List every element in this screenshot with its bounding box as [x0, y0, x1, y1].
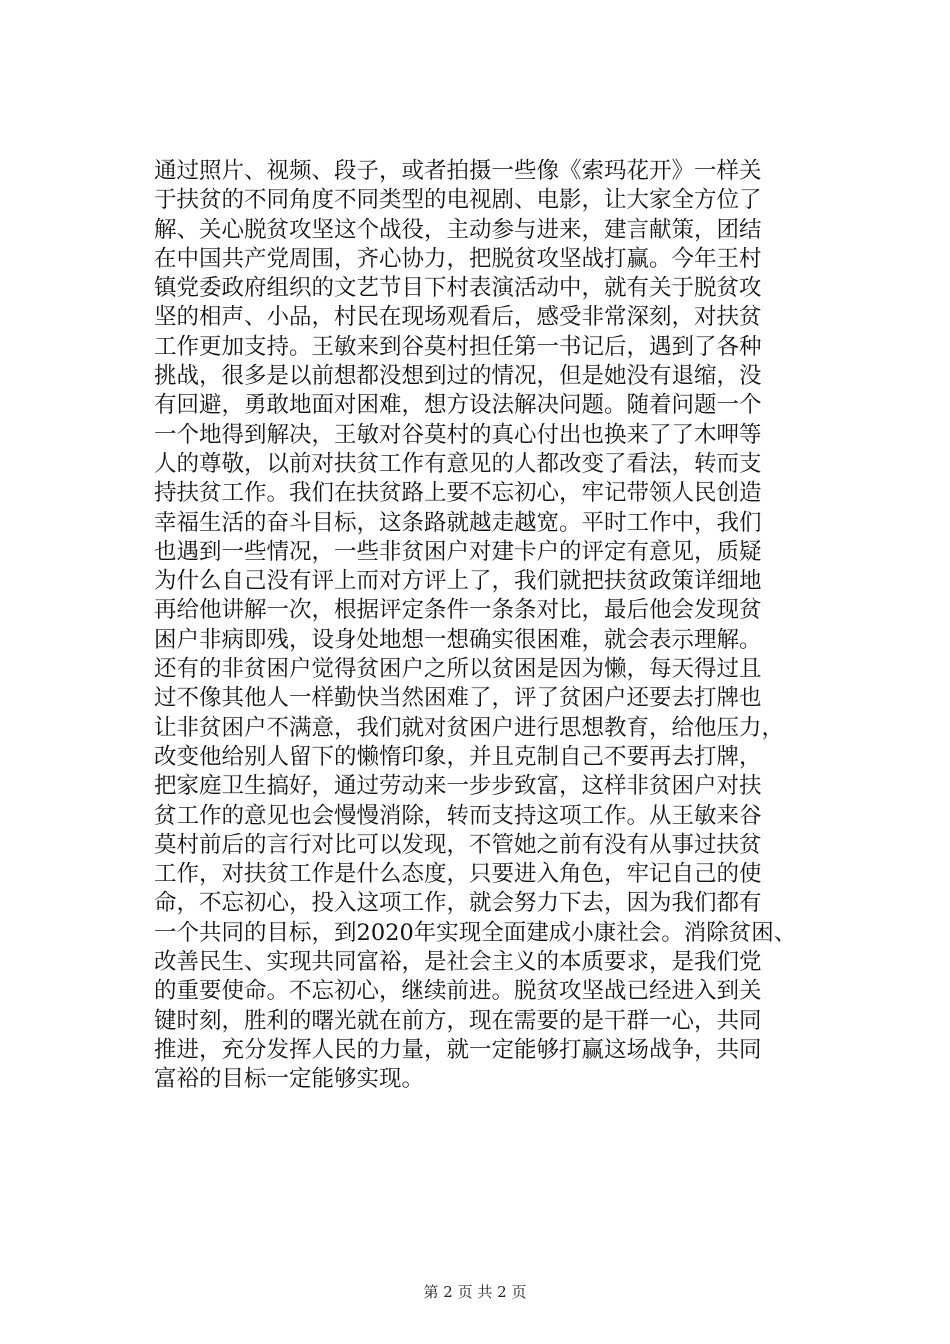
text-line: 在中国共产党周围，齐心协力，把脱贫攻坚战打赢。今年王村 [154, 245, 762, 272]
text-line: 一个共同的目标，到2020年实现全面建成小康社会。消除贫困、 [154, 919, 797, 946]
text-line: 莫村前后的言行对比可以发现，不管她之前有没有从事过扶贫 [154, 831, 762, 858]
body-text [154, 157, 834, 1095]
text-line: 坚的相声、小品，村民在现场观看后，感受非常深刻，对扶贫 [154, 304, 762, 331]
text-line: 把家庭卫生搞好，通过劳动来一步步致富，这样非贫困户对扶 [154, 773, 762, 800]
text-line: 富裕的目标一定能够实现。 [154, 1066, 425, 1093]
text-line: 人的尊敬，以前对扶贫工作有意见的人都改变了看法，转而支 [154, 450, 762, 477]
text-line: 工作，对扶贫工作是什么态度，只要进入角色，牢记自己的使 [154, 861, 762, 888]
text-line: 于扶贫的不同角度不同类型的电视剧、电影，让大家全方位了 [154, 187, 762, 214]
text-line: 的重要使命。不忘初心，继续前进。脱贫攻坚战已经进入到关 [154, 978, 762, 1005]
text-line: 挑战，很多是以前想都没想到过的情况，但是她没有退缩，没 [154, 363, 762, 390]
text-line: 有回避，勇敢地面对困难，想方设法解决问题。随着问题一个 [154, 392, 762, 419]
text-line: 也遇到一些情况，一些非贫困户对建卡户的评定有意见，质疑 [154, 538, 762, 565]
text-line: 过不像其他人一样勤快当然困难了，评了贫困户还要去打牌也 [154, 685, 762, 712]
text-line: 让非贫困户不满意，我们就对贫困户进行思想教育，给他压力， [154, 714, 785, 741]
text-line: 改变他给别人留下的懒惰印象，并且克制自己不要再去打牌， [154, 743, 762, 770]
text-line: 命，不忘初心，投入这项工作，就会努力下去，因为我们都有 [154, 890, 762, 917]
text-line: 解、关心脱贫攻坚这个战役，主动参与进来，建言献策，团结 [154, 216, 762, 243]
text-line: 贫工作的意见也会慢慢消除，转而支持这项工作。从王敏来谷 [154, 802, 762, 829]
text-line: 镇党委政府组织的文艺节目下村表演活动中，就有关于脱贫攻 [154, 275, 762, 302]
text-line: 通过照片、视频、段子，或者拍摄一些像《索玛花开》一样关 [154, 158, 762, 184]
text-line: 为什么自己没有评上而对方评上了，我们就把扶贫政策详细地 [154, 568, 762, 595]
text-line: 幸福生活的奋斗目标，这条路就越走越宽。平时工作中，我们 [154, 509, 762, 536]
text-line: 工作更加支持。王敏来到谷莫村担任第一书记后，遇到了各种 [154, 333, 762, 360]
text-line: 一个地得到解决，王敏对谷莫村的真心付出也换来了了木呷等 [154, 421, 762, 448]
text-line: 推进，充分发挥人民的力量，就一定能够打赢这场战争，共同 [154, 1036, 762, 1063]
text-line: 再给他讲解一次，根据评定条件一条条对比，最后他会发现贫 [154, 597, 762, 624]
text-line: 改善民生、实现共同富裕，是社会主义的本质要求，是我们党 [154, 949, 762, 976]
text-line: 困户非病即残，设身处地想一想确实很困难，就会表示理解。 [154, 626, 762, 653]
text-line: 持扶贫工作。我们在扶贫路上要不忘初心，牢记带领人民创造 [154, 480, 762, 507]
text-line: 还有的非贫困户觉得贫困户之所以贫困是因为懒，每天得过且 [154, 656, 762, 683]
text-line: 键时刻，胜利的曙光就在前方，现在需要的是干群一心，共同 [154, 1007, 762, 1034]
page-footer: 第 2 页 共 2 页 [423, 1283, 527, 1301]
